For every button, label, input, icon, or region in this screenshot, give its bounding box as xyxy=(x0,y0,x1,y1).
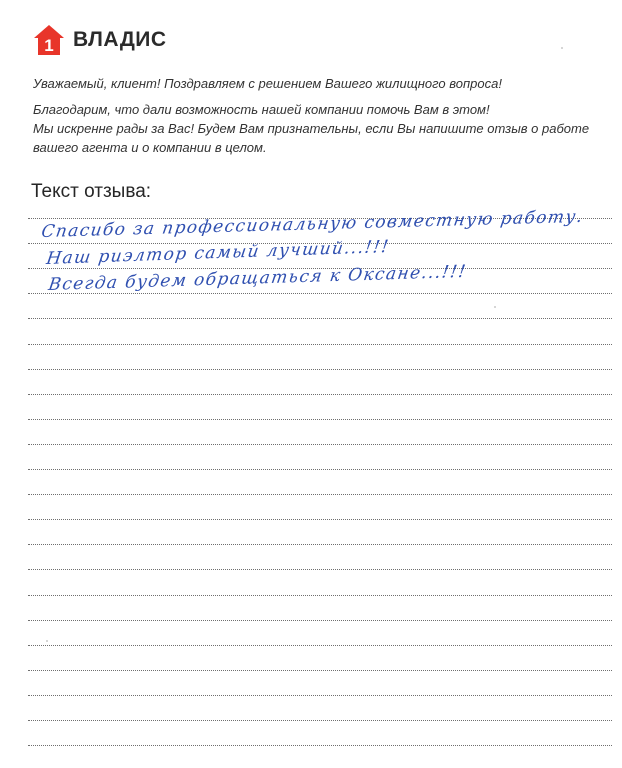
ruled-line xyxy=(28,569,612,570)
ruled-line xyxy=(28,720,612,721)
handwritten-line-3: Всегда будем обращаться к Оксане...!!! xyxy=(47,261,469,295)
ruled-line xyxy=(28,745,612,746)
greeting-line: Уважаемый, клиент! Поздравляем с решением Вашего жилищного вопроса! xyxy=(33,76,502,91)
brand-name: ВЛАДИС xyxy=(73,28,167,51)
ruled-line xyxy=(28,494,612,495)
ruled-line xyxy=(28,293,612,294)
ruled-line xyxy=(28,469,612,470)
handwritten-line-2: Наш риэлтор самый лучший...!!! xyxy=(45,236,391,269)
ruled-line xyxy=(28,344,612,345)
ruled-line xyxy=(28,544,612,545)
paper-speck xyxy=(561,47,563,49)
ruled-line xyxy=(28,318,612,319)
ruled-line xyxy=(28,394,612,395)
handwritten-line-1: Спасибо за профессиональную совместную работу. xyxy=(40,206,585,242)
svg-text:1: 1 xyxy=(44,36,54,55)
request-line: Мы искренне рады за Вас! Будем Вам признательны, если Вы напишите отзыв о работе xyxy=(33,121,590,136)
ruled-line xyxy=(28,695,612,696)
ruled-line xyxy=(28,620,612,621)
review-title: Текст отзыва: xyxy=(31,181,152,202)
request-line-cont: вашего агента и о компании в целом. xyxy=(33,140,267,155)
paper-speck xyxy=(494,306,496,308)
ruled-line xyxy=(28,670,612,671)
ruled-line xyxy=(28,444,612,445)
ruled-lines xyxy=(28,0,612,768)
paper-speck xyxy=(46,640,48,642)
thanks-line: Благодарим, что дали возможность нашей компании помочь Вам в этом! xyxy=(33,102,490,117)
ruled-line xyxy=(28,369,612,370)
ruled-line xyxy=(28,419,612,420)
ruled-line xyxy=(28,595,612,596)
ruled-line xyxy=(28,645,612,646)
ruled-line xyxy=(28,519,612,520)
